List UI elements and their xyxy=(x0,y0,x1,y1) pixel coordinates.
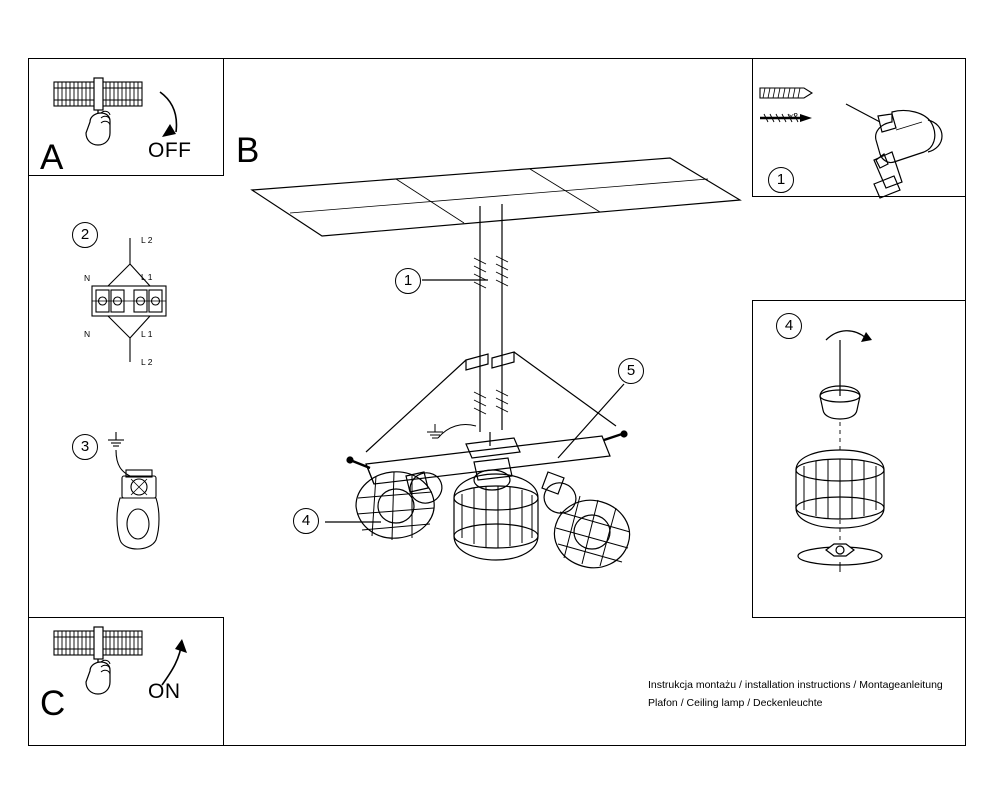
callout-1-leader xyxy=(420,268,490,292)
callout-5-leader xyxy=(556,378,636,464)
step-4-badge: 4 xyxy=(776,313,802,339)
terminal-label-n-top: N xyxy=(84,273,91,283)
power-drill-icon xyxy=(840,90,958,200)
wire-terminal-connector-icon xyxy=(78,228,198,378)
step-1-badge: 1 xyxy=(768,167,794,193)
callout-4-badge: 4 xyxy=(293,508,319,534)
terminal-block-hand-switch-icon xyxy=(44,625,204,725)
panel-a-action-label: OFF xyxy=(148,139,192,162)
callout-5-badge: 5 xyxy=(618,358,644,384)
earth-ground-socket-icon xyxy=(100,420,210,570)
terminal-label-l1-top: L 1 xyxy=(141,272,153,282)
step-1-multiplier: x2 xyxy=(789,111,798,121)
footer-text xyxy=(648,676,943,712)
panel-b-letter: B xyxy=(236,131,260,170)
terminal-label-l2-top: L 2 xyxy=(141,235,153,245)
callout-4-leader xyxy=(323,512,383,532)
footer-line-2: Plafon / Ceiling lamp / Deckenleuchte xyxy=(648,697,823,709)
terminal-label-l1-bottom: L 1 xyxy=(141,329,153,339)
panel-a-letter: A xyxy=(40,138,64,177)
terminal-label-n-bottom: N xyxy=(84,329,91,339)
footer-line-1: Instrukcja montażu / installation instructions / Montageanleitung xyxy=(648,679,943,691)
terminal-label-l2-bottom: L 2 xyxy=(141,357,153,367)
panel-c-letter: C xyxy=(40,684,66,723)
ceiling-lamp-assembly-drawing xyxy=(230,140,760,620)
cage-shade-assembly-icon xyxy=(770,310,956,610)
panel-c-action-label: ON xyxy=(148,680,181,703)
callout-1-badge: 1 xyxy=(395,268,421,294)
step-3-badge: 3 xyxy=(72,434,98,460)
terminal-block-hand-switch-icon xyxy=(44,76,204,166)
step-2-badge: 2 xyxy=(72,222,98,248)
